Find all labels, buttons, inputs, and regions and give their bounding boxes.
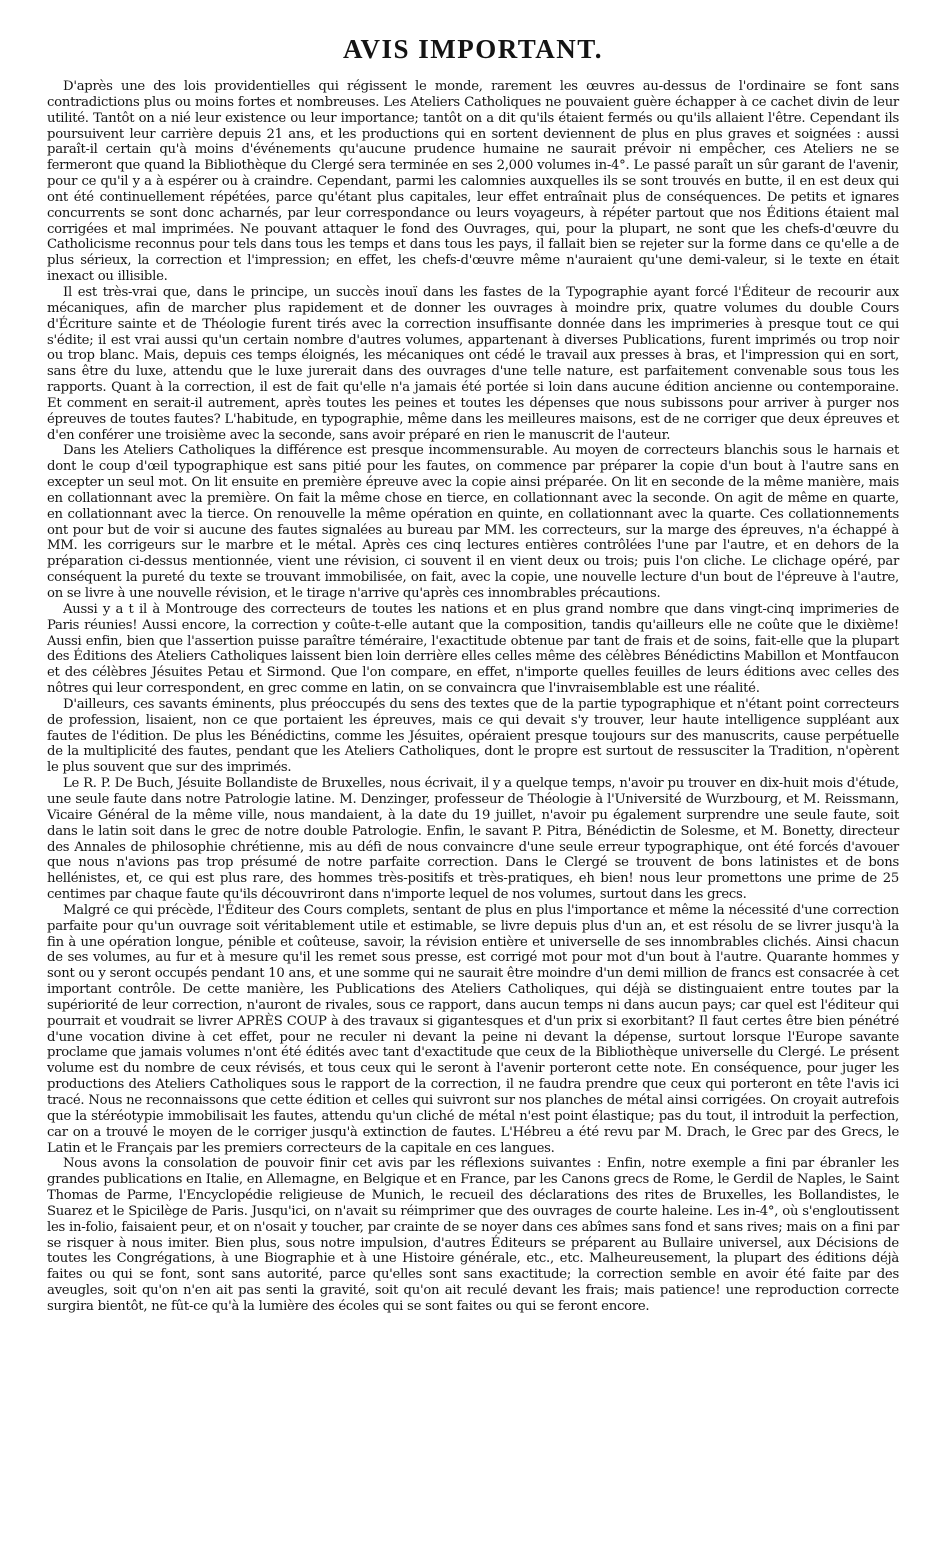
page-title: AVIS IMPORTANT. xyxy=(342,34,604,64)
paragraph: Il est très-vrai que, dans le principe, un succès inouï dans les fastes de la Typographie ayant forcé l'Éditeur de recourir aux mécaniques, afin de marcher plus rapidement et de donner les ouvrages à moindre prix, quatre volumes du double Cours d'Écriture sainte et de Théologie furent tirés avec la correction insuffisante donnée dans les imprimeries à presque tout ce qui s'édite; il est vrai aussi qu'un certain nombre d'autres volumes, appartenant à diverses Publications, furent imprimés ou trop noir ou trop blanc. Mais, depuis ces temps éloignés, les mécaniques ont cédé le travail aux presses à bras, et l'impression qui en sort, sans être du luxe, attendu que le luxe jurerait dans des ouvrages d'une telle nature, est parfaitement convenable sous tous les rapports. Quant à la correction, il est de fait qu'elle n'a jamais été portée si loin dans aucune édition ancienne ou contemporaine. Et comment en serait-il autrement, après toutes les peines et toutes les dépenses que nous subissons pour arriver à purger nos épreuves de toutes fautes? L'habitude, en typographie, même dans les meilleures maisons, est de ne corriger que deux épreuves et d'en conférer une troisième avec la seconde, sans avoir préparé en rien le manuscrit de l'auteur. xyxy=(47,284,899,443)
paragraph: Aussi y a t il à Montrouge des correcteurs de toutes les nations et en plus grand nombre que dans vingt-cinq imprimeries de Paris réunies! Aussi encore, la correction y coûte-t-elle autant que la composition, tandis qu'ailleurs elle ne coûte que le dixième! Aussi enfin, bien que l'assertion puisse paraître téméraire, l'exactitude obtenue par tant de frais et de soins, fait-elle que la plupart des Éditions des Ateliers Catholiques laissent bien loin derrière elles celles même des célèbres Bénédictins Mabillon et Montfaucon et des célèbres Jésuites Petau et Sirmond. Que l'on compare, en effet, n'importe quelles feuilles de leurs éditions avec celles des nôtres qui leur correspondent, en grec comme en latin, on se convaincra que l'invraisemblable est une réalité. xyxy=(47,601,899,697)
paragraph: Malgré ce qui précède, l'Éditeur des Cours complets, sentant de plus en plus l'importance et même la nécessité d'une correction parfaite pour qu'un ouvrage soit véritablement utile et estimable, se livre depuis plus d'un an, et est résolu de se livrer jusqu'à la fin à une opération longue, pénible et coûteuse, savoir, la révision entière et universelle de ses innombrables clichés. Ainsi chacun de ses volumes, au fur et à mesure qu'il les remet sous presse, est corrigé mot pour mot d'un bout à l'autre. Quarante hommes y sont ou y seront occupés pendant 10 ans, et une somme qui ne saurait être moindre d'un demi million de francs est consacrée à cet important contrôle. De cette manière, les Publications des Ateliers Catholiques, qui déjà se distinguaient entre toutes par la supériorité de leur correction, n'auront de rivales, sous ce rapport, dans aucun temps ni dans aucun pays; car quel est l'éditeur qui pourrait et voudrait se livrer APRÈS COUP à des travaux si gigantesques et d'un prix si exorbitant? Il faut certes être bien pénétré d'une vocation divine à cet effet, pour ne reculer ni devant la peine ni devant la dépense, surtout lorsque l'Europe savante proclame que jamais volumes n'ont été édités avec tant d'exactitude que ceux de la Bibliothèque universelle du Clergé. Le présent volume est du nombre de ceux révisés, et tous ceux qui le seront à l'avenir porteront cette note. En conséquence, pour juger les productions des Ateliers Catholiques sous le rapport de la correction, il ne faudra prendre que ceux qui porteront en tête l'avis ici tracé. Nous ne reconnaissons que cette édition et celles qui suivront sur nos planches de métal ainsi corrigées. On croyait autrefois que la stéréotypie immobilisait les fautes, attendu qu'un cliché de métal n'est point élastique; pas du tout, il introduit la perfection, car on a trouvé le moyen de le corriger jusqu'à extinction de fautes. L'Hébreu a été revu par M. Drach, le Grec par des Grecs, le Latin et le Français par les premiers correcteurs de la capitale en ces langues. xyxy=(47,902,899,1156)
paragraph: Nous avons la consolation de pouvoir finir cet avis par les réflexions suivantes : Enfin, notre exemple a fini par ébranler les grandes publications en Italie, en Allemagne, en Belgique et en France, par les Canons grecs de Rome, le Gerdil de Naples, le Saint Thomas de Parme, l'Encyclopédie religieuse de Munich, le recueil des déclarations des rites de Bruxelles, les Bollandistes, le Suarez et le Spicilège de Paris. Jusqu'ici, on n'avait su réimprimer que des ouvrages de courte haleine. Les in-4°, où s'engloutissent les in-folio, faisaient peur, et on n'osait y toucher, par crainte de se noyer dans ces abîmes sans fond et sans rives; mais on a fini par se risquer à nous imiter. Bien plus, sous notre impulsion, d'autres Éditeurs se préparent au Bullaire universel, aux Décisions de toutes les Congrégations, à une Biographie et à une Histoire générale, etc., etc. Malheureusement, la plupart des éditions déjà faites ou qui se font, sont sans autorité, parce qu'elles sont sans exactitude; la correction semble en avoir été faite par des aveugles, soit qu'on n'en ait pas senti la gravité, soit qu'on ait reculé devant les frais; mais patience! une reproduction correcte surgira bientôt, ne fût-ce qu'à la lumière des écoles qui se sont faites ou qui se feront encore. xyxy=(47,1156,899,1314)
paragraph: Le R. P. De Buch, Jésuite Bollandiste de Bruxelles, nous écrivait, il y a quelque temps, n'avoir pu trouver en dix-huit mois d'étude, une seule faute dans notre Patrologie latine. M. Denzinger, professeur de Théologie à l'Université de Wurzbourg, et M. Reissmann, Vicaire Général de la même ville, nous mandaient, à la date du 19 juillet, n'avoir pu également surprendre une seule faute, soit dans le latin soit dans le grec de notre double Patrologie. Enfin, le savant P. Pitra, Bénédictin de Solesme, et M. Bonetty, directeur des Annales de philosophie chrétienne, mis au défi de nous convaincre d'une seule erreur typographique, ont été forcés d'avouer que nous n'avions pas trop présumé de notre parfaite correction. Dans le Clergé se trouvent de bons latinistes et de bons hellénistes, et, ce qui est plus rare, des hommes très-positifs et très-pratiques, eh bien! nous leur promettons une prime de 25 centimes par chaque faute qu'ils découvriront dans n'importe lequel de nos volumes, surtout dans les grecs. xyxy=(47,776,899,903)
paragraph: D'ailleurs, ces savants éminents, plus préoccupés du sens des textes que de la partie typographique et n'étant point correcteurs de profession, lisaient, non ce que portaient les épreuves, mais ce qui devait s'y trouver, leur haute intelligence suppléant aux fautes de l'édition. De plus les Bénédictins, comme les Jésuites, opéraient presque toujours sur des manuscrits, cause perpétuelle de la multiplicité des fautes, pendant que les Ateliers Catholiques, dont le propre est surtout de ressusciter la Tradition, n'opèrent le plus souvent que sur des imprimés. xyxy=(47,696,899,776)
paragraph: D'après une des lois providentielles qui régissent le monde, rarement les œuvres au-dessus de l'ordinaire se font sans contradictions plus ou moins fortes et nombreuses. Les Ateliers Catholiques ne pouvaient guère échapper à ce cachet divin de leur utilité. Tantôt on a nié leur existence ou leur importance; tantôt on a dit qu'ils étaient fermés ou qu'ils allaient l'être. Cependant ils poursuivent leur carrière depuis 21 ans, et les productions qui en sortent deviennent de plus en plus graves et soignées : aussi paraît-il certain qu'à moins d'événements qu'aucune prudence humaine ne saurait prévoir ni empêcher, ces Ateliers ne se fermeront que quand la Bibliothèque du Clergé sera terminée en ses 2,000 volumes in-4°. Le passé paraît un sûr garant de l'avenir, pour ce qu'il y a à espérer ou à craindre. Cependant, parmi les calomnies auxquelles ils se sont trouvés en butte, il en est deux qui ont été continuellement répétées, parce qu'étant plus capitales, leur effet entraînait plus de conséquences. De petits et ignares concurrents se sont donc acharnés, par leur correspondance ou leurs voyageurs, à répéter partout que nos Éditions étaient mal corrigées et mal imprimées. Ne pouvant attaquer le fond des Ouvrages, qui, pour la plupart, ne sont que les chefs-d'œuvre du Catholicisme reconnus pour tels dans tous les temps et dans tous les pays, il fallait bien se rejeter sur la forme dans ce qu'elle a de plus sérieux, la correction et l'impression; en effet, les chefs-d'œuvre même n'auraient qu'une demi-valeur, si le texte en était inexact ou illisible. xyxy=(47,79,899,285)
notice-body xyxy=(47,79,899,1315)
paragraph: Dans les Ateliers Catholiques la différence est presque incommensurable. Au moyen de correcteurs blanchis sous le harnais et dont le coup d'œil typographique est sans pitié pour les fautes, on commence par préparer la copie d'un bout à l'autre sans en excepter un seul mot. On lit ensuite en première épreuve avec la copie ainsi préparée. On lit en seconde de la même manière, mais en collationnant avec la première. On fait la même chose en tierce, en collationnant avec la seconde. On agit de même en quarte, en collationnant avec la tierce. On renouvelle la même opération en quinte, en collationnant avec la quarte. Ces collationnements ont pour but de voir si aucune des fautes signalées au bureau par MM. les correcteurs, sur la marge des épreuves, n'a échappé à MM. les corrigeurs sur le marbre et le métal. Après ces cinq lectures entières contrôlées l'une par l'autre, et en dehors de la préparation ci-dessus mentionnée, vient une révision, ci souvent il en vient deux ou trois; puis l'on cliche. Le clichage opéré, par conséquent la pureté du texte se trouvant immobilisée, on fait, avec la copie, une nouvelle lecture d'un bout de l'épreuve à l'autre, on se livre à une nouvelle révision, et le tirage n'arrive qu'après ces innombrables précautions. xyxy=(47,443,899,601)
